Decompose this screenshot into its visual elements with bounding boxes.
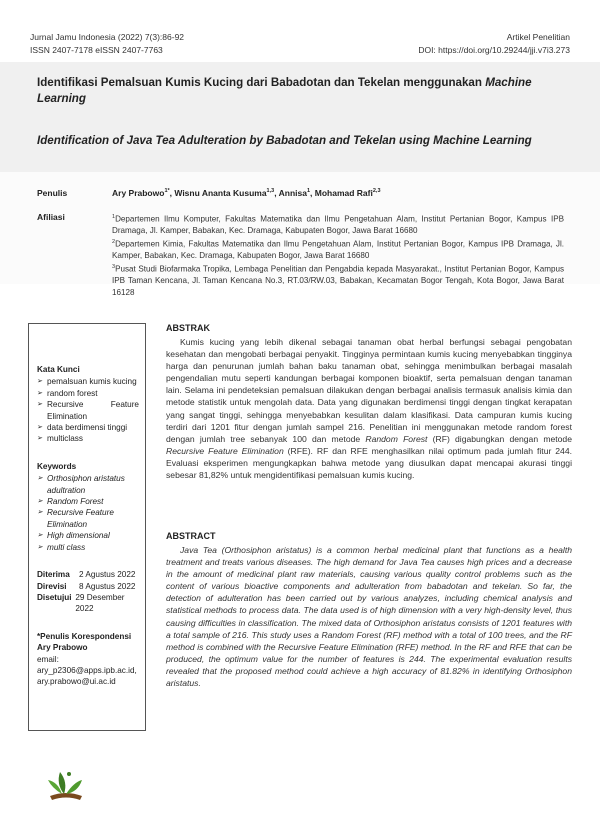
title-english: Identification of Java Tea Adulteration by Babadotan and Tekelan using Machine Learning <box>37 134 532 147</box>
kata-kunci-item <box>37 399 139 422</box>
keywords-list <box>37 473 139 553</box>
keyword-text: Recursive Feature Elimination <box>47 508 114 529</box>
abstrak-text-b: (RF) digabungkan dengan metode <box>427 433 572 444</box>
article-doi: DOI: https://doi.org/10.29244/jji.v7i3.273 <box>418 45 570 55</box>
correspondence-title: *Penulis Korespondensi <box>37 631 132 641</box>
date-row <box>37 569 139 580</box>
date-value: 29 Desember 2022 <box>75 592 125 614</box>
kata-kunci-text: random forest <box>47 388 98 398</box>
affiliation-text: Departemen Kimia, Fakultas Matematika dan Ilmu Pengetahuan Alam, Institut Pertanian Bogor, Kampus IPB Dramaga, Jl. Kamper, Babakan, Kec. Dramaga, Kabupaten Bogor, Jawa Barat 16680 <box>112 239 564 261</box>
affiliation-item <box>112 262 564 298</box>
kata-kunci-text: multiclass <box>47 434 83 444</box>
affiliation-item <box>112 212 564 237</box>
arrow-bullet-icon: ➢ <box>37 532 43 540</box>
affiliation-list <box>112 212 564 298</box>
date-label: Diterima <box>37 570 70 580</box>
author-name: Ary Prabowo <box>112 188 165 198</box>
date-label: Disetujui <box>37 592 72 602</box>
keyword-item <box>37 530 139 541</box>
author-name: Mohamad Rafi <box>314 188 373 198</box>
arrow-bullet-icon: ➢ <box>37 389 43 397</box>
journal-citation: Jurnal Jamu Indonesia (2022) 7(3):86-92 <box>30 32 185 42</box>
date-row <box>37 592 139 615</box>
keyword-text: multi class <box>47 542 86 552</box>
author-sup: 2,3 <box>372 188 381 195</box>
abstrak-heading: ABSTRAK <box>166 323 210 333</box>
date-row <box>37 581 139 592</box>
kata-kunci-item <box>37 422 139 433</box>
kata-kunci-text: data berdimensi tinggi <box>47 423 128 433</box>
keyword-item <box>37 542 139 553</box>
journal-header-left <box>30 31 184 57</box>
correspondence-block <box>37 631 139 688</box>
arrow-bullet-icon: ➢ <box>37 378 43 386</box>
author-list: Ary Prabowo$^{1*}$, Wisnu Ananta Kusuma$^{1,3}$, Annisa$^1$, Mohamad Rafi$^{2,3}$ <box>112 188 381 198</box>
keywords-block <box>37 461 139 553</box>
afiliasi-label: Afiliasi <box>37 212 65 222</box>
keyword-item <box>37 496 139 507</box>
penulis-label: Penulis <box>37 188 68 198</box>
author-sup: 1,3 <box>266 188 275 195</box>
author-sup: 1 <box>306 188 311 195</box>
dates-block <box>37 569 139 615</box>
keyword-sidebar <box>28 323 146 731</box>
email-label: email: <box>37 654 59 664</box>
affiliation-text: Pusat Studi Biofarmaka Tropika, Lembaga Penelitian dan Pengabdia kepada Masyarakat., Institut Pertanian Bogor, Kampus IPB Taman Kencana, Jl. Taman Kencana No.3, RT.03/RW.03, Babakan, Kecamatan Bogor Tengah, Kota Bogor, Jawa Barat 16128 <box>112 264 564 297</box>
affiliation-sup: 1 <box>112 214 116 220</box>
title-indonesian-main: Identifikasi Pemalsuan Kumis Kucing dari Babadotan dan Tekelan menggunakan <box>37 76 486 89</box>
date-value: 2 Agustus 2022 <box>79 570 136 580</box>
kata-kunci-item <box>37 376 139 387</box>
arrow-bullet-icon: ➢ <box>37 498 43 506</box>
article-type: Artikel Penelitian <box>506 32 570 42</box>
affiliation-text: Departemen Ilmu Komputer, Fakultas Matematika dan Ilmu Pengetahuan Alam, Institut Pertanian Bogor, Kampus IPB Dramaga, Jl. Kamper, Babakan, Kec. Dramaga, Kabupaten Bogor, Jawa Barat 16680 <box>112 214 564 236</box>
author-sup: 1* <box>164 188 170 195</box>
date-value: 8 Agustus 2022 <box>79 581 136 591</box>
arrow-bullet-icon: ➢ <box>37 475 43 483</box>
arrow-bullet-icon: ➢ <box>37 509 43 517</box>
kata-kunci-title: Kata Kunci <box>37 365 80 374</box>
keyword-text: Random Forest <box>47 497 104 507</box>
kata-kunci-item <box>37 433 139 444</box>
keyword-item <box>37 507 139 530</box>
keyword-text: High dimensional <box>47 531 110 541</box>
date-label: Direvisi <box>37 581 67 591</box>
kata-kunci-text: pemalsuan kumis kucing <box>47 377 137 387</box>
title-indonesian-emph: Machine Learning <box>37 76 532 105</box>
abstrak-text-a: Kumis kucing yang lebih dikenal sebagai tanaman obat herbal berfungsi sebagai pengobatan kesehatan dan mengobati berbagai penyakit. Tingginya permintaan kumis kucing menyebabkan tingginya harga dan penurunan jumlah bahan baku tanaman obat, sehingga menimbulkan berbagai masalah pengendalian mutu seperti kandungan berbagai komponen bioaktif, serta pemalsuan dengan tanaman lain. Selama ini pendeteksian pemalsuan dilakukan dengan berbagai analisis termasuk analisis kimia dan metode statistik untuk mengolah data. Data yang digunakan berdimensi tinggi dengan tingkat kerapatan yang sangat tinggi, sehingga menyebabkan kesulitan dalam klasifikasi. Data campuran kumis kucing terdiri dari 1201 fitur dengan jumlah sampel 216. Penelitian ini menggunakan metode random forest dengan jumlah tree sebanyak 100 dan metode <box>166 337 572 444</box>
arrow-bullet-icon: ➢ <box>37 401 43 409</box>
correspondence-emails: ary_p2306@apps.ipb.ac.id, ary.prabowo@ui.ac.id <box>37 665 137 687</box>
arrow-bullet-icon: ➢ <box>37 424 43 432</box>
abstrak-rfe-term: Recursive Feature Elimination <box>166 445 284 456</box>
keywords-title: Keywords <box>37 461 77 471</box>
journal-header-right <box>418 31 570 57</box>
arrow-bullet-icon: ➢ <box>37 543 43 551</box>
correspondence-name: Ary Prabowo <box>37 643 88 653</box>
abstrak-rf-term: Random Forest <box>365 433 428 444</box>
title-indonesian <box>37 75 567 107</box>
abstrak-text-c: (RFE). RF dan RFE menghasilkan nilai optimum pada jumlah fitur 244. Evaluasi eksperimen mengungkapkan bahwa metode yang diusulkan dapat mencapai akurasi tinggi sebesar 81,82% untuk mengidentifikasi pemalsuan kumis kucing. <box>166 445 572 481</box>
arrow-bullet-icon: ➢ <box>37 435 43 443</box>
abstract-heading: ABSTRACT <box>166 531 216 541</box>
abstract-text: Java Tea (Orthosiphon aristatus) is a common herbal medicinal plant that functions as a health treatment and treats various diseases. The high demand for Java Tea causes high prices and a decrease in the amount of medicinal plant raw materials, causing various quality control problems such as the content of various bioactive components and adulteration from babadotan and tekelan. So far, the detection of adulteration has been carried out by various analyzes, including chemical analysis and statistical methods to process data. The data used is of high dimension with a very high-density level, thus causing difficulties in classification. The mixed data of Orthosiphon aristatus consists of 1201 features with a total sample of 216. This study uses a Random Forest (RF) method with a total of 100 trees, and the RF method is combined with the Recursive Feature Elimination (RFE) method. In the RF and RFE that can be produced, the optimum value for the number of features is 244. The experimental evaluation results revealed that the proposed method could achieve a high accuracy of 81.82% in identifying Orthosiphon aristatus. <box>166 545 572 689</box>
journal-issn: ISSN 2407-7178 eISSN 2407-7763 <box>30 45 163 55</box>
affiliation-sup: 2 <box>112 238 116 245</box>
journal-logo <box>42 764 90 804</box>
keyword-item <box>37 473 139 496</box>
kata-kunci-item <box>37 388 139 399</box>
keyword-text: Orthosiphon aristatus adultration <box>47 474 125 495</box>
kata-kunci-text: Recursive Feature Elimination <box>47 400 139 421</box>
kata-kunci-list <box>37 376 139 444</box>
author-name: Annisa <box>278 188 307 198</box>
affiliation-item <box>112 237 564 262</box>
affiliation-sup: 3 <box>112 263 116 270</box>
abstrak-text <box>166 336 572 481</box>
author-name: Wisnu Ananta Kusuma <box>174 188 267 198</box>
